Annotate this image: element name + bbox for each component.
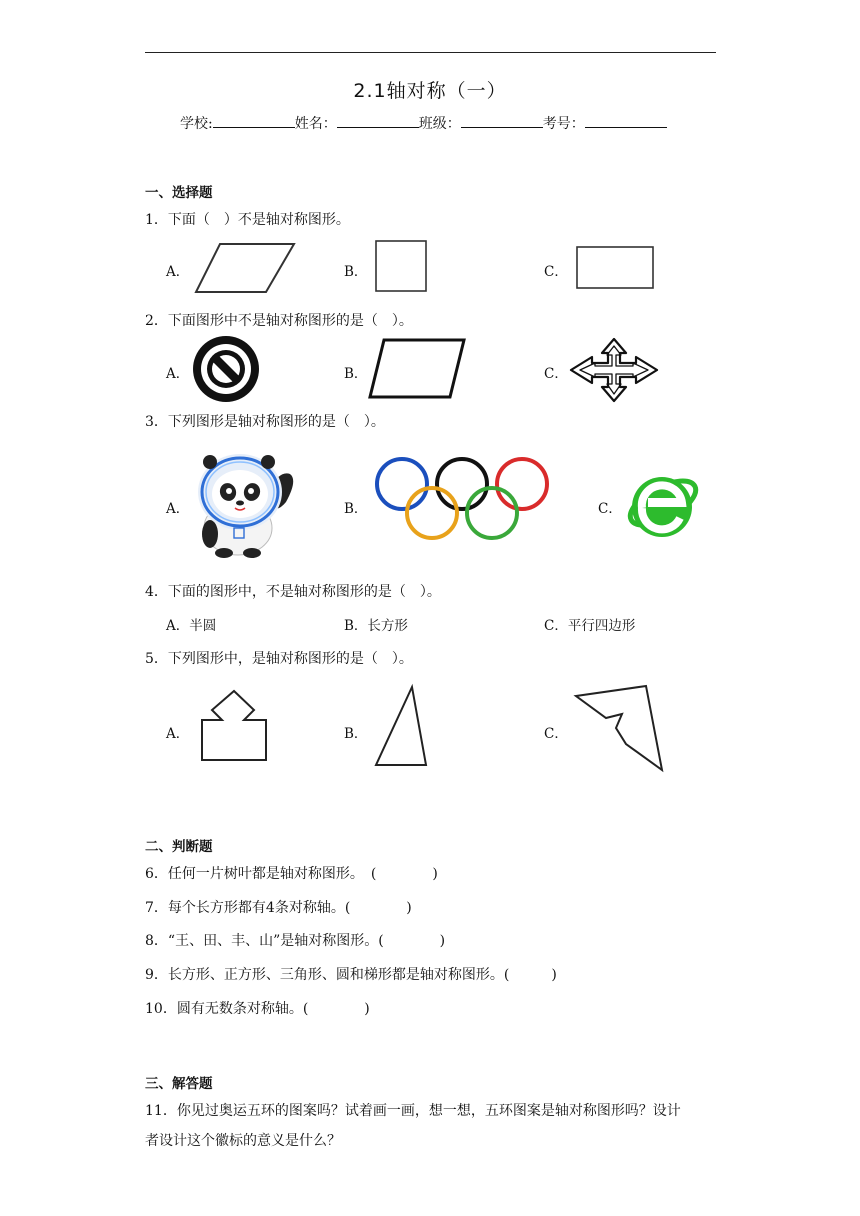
exam-no-blank[interactable] <box>585 115 667 128</box>
house-arrow-shape-figure <box>196 688 272 766</box>
question-8: 8．“王、田、丰、山”是轴对称图形。( ) <box>145 933 446 949</box>
q4-option-a: A．半圆 <box>166 618 217 634</box>
q1-option-b: B． <box>344 264 368 280</box>
square-figure <box>372 238 432 294</box>
question-2: 2．下面图形中不是轴对称图形的是（ ）。 <box>145 313 413 329</box>
question-3: 3．下列图形是轴对称图形的是（ ）。 <box>145 414 385 430</box>
school-blank[interactable] <box>213 115 295 128</box>
name-blank[interactable] <box>337 115 419 128</box>
q2-option-c: C． <box>544 366 568 382</box>
question-1: 1．下面（ ）不是轴对称图形。 <box>145 212 350 228</box>
question-4: 4．下面的图形中，不是轴对称图形的是（ ）。 <box>145 584 441 600</box>
panda-mascot-image <box>190 450 306 560</box>
header-rule <box>145 52 716 53</box>
section-heading-answer: 三、解答题 <box>145 1076 213 1092</box>
q1-option-c: C． <box>544 264 568 280</box>
four-way-arrow-icon <box>568 336 662 404</box>
no-entry-sign-icon <box>190 333 264 407</box>
parallelogram-thick-figure <box>366 337 470 403</box>
q5-option-a: A． <box>166 726 190 742</box>
q2-option-b: B． <box>344 366 368 382</box>
class-blank[interactable] <box>461 115 543 128</box>
question-10: 10．圆有无数条对称轴。( ) <box>145 1001 370 1017</box>
q4-option-c: C．平行四边形 <box>544 618 636 634</box>
ie-browser-logo-icon <box>626 462 700 544</box>
question-9: 9．长方形、正方形、三角形、圆和梯形都是轴对称图形。( ) <box>145 967 557 983</box>
student-info-line <box>180 113 667 133</box>
question-6: 6．任何一片树叶都是轴对称图形。 ( ) <box>145 866 438 882</box>
arrow-tail-shape-figure <box>570 682 666 776</box>
school-label: 学校: <box>180 116 213 132</box>
q1-option-a: A． <box>166 264 190 280</box>
page-title: 2.1轴对称（一） <box>353 80 507 102</box>
q2-option-a: A． <box>166 366 190 382</box>
rectangle-figure <box>574 244 658 292</box>
q3-option-b: B． <box>344 501 368 517</box>
q4-option-b: B．长方形 <box>344 618 408 634</box>
q3-option-c: C． <box>598 501 622 517</box>
question-5: 5．下列图形中，是轴对称图形的是（ ）。 <box>145 651 413 667</box>
question-11-line-2: 者设计这个徽标的意义是什么？ <box>145 1133 341 1149</box>
exam-no-label: 考号： <box>542 116 585 132</box>
q3-option-a: A． <box>166 501 190 517</box>
q5-option-b: B． <box>344 726 368 742</box>
name-label: 姓名： <box>294 116 337 132</box>
question-7: 7．每个长方形都有4条对称轴。( ) <box>145 900 412 916</box>
triangle-figure <box>372 684 432 770</box>
question-11-line-1: 11．你见过奥运五环的图案吗？试着画一画，想一想，五环图案是轴对称图形吗？设计 <box>145 1103 681 1119</box>
olympic-rings-image <box>372 454 554 544</box>
parallelogram-figure <box>190 236 300 296</box>
q5-option-c: C． <box>544 726 568 742</box>
section-heading-choice: 一、选择题 <box>145 185 213 201</box>
section-heading-judgement: 二、判断题 <box>145 839 213 855</box>
class-label: 班级： <box>418 116 461 132</box>
